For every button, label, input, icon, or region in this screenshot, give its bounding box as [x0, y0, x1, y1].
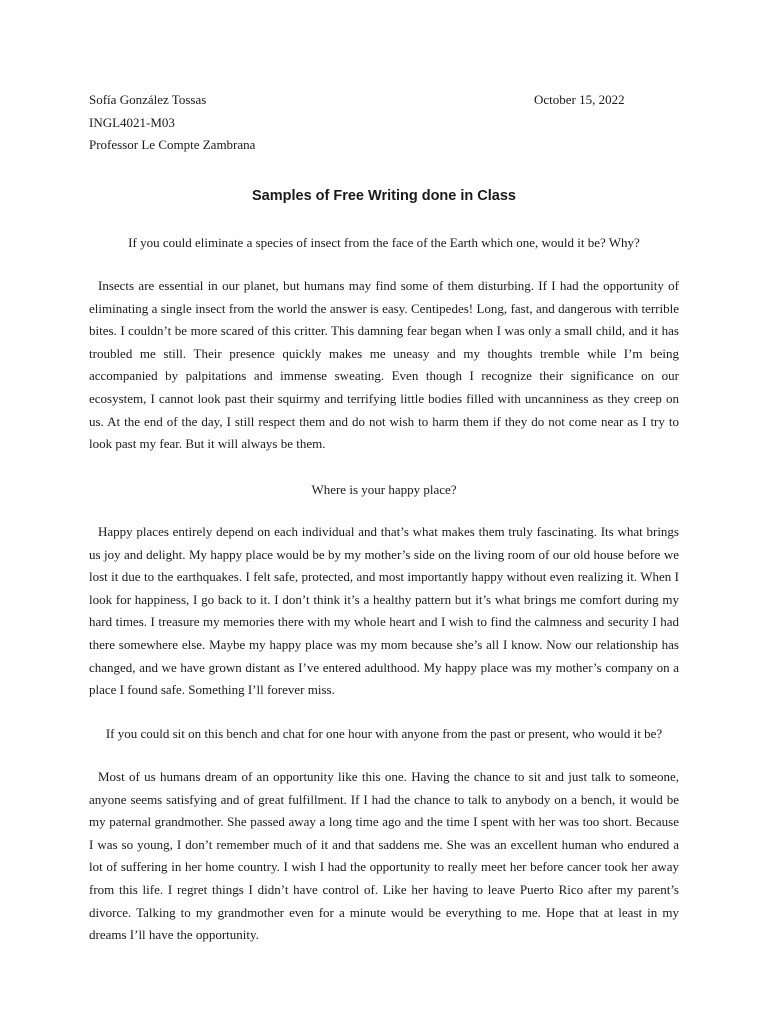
answer-3: Most of us humans dream of an opportunity like this one. Having the chance to sit and just talk to someone, anyone seems satisfying and of great fulfillment. If I had the chance to talk to anybody on a bench, it would be my paternal grandmother. She passed away a long time ago and the time I spent with her was too short. Because I was so young, I don’t remember much of it and that saddens me. She was an excellent human who endured a lot of suffering in her home country. I wish I had the opportunity to really meet her before cancer took her away from this life. I regret things I didn’t have control of. Like her having to leave Puerto Rico after my parent’s divorce. Talking to my grandmother even for a minute would be everything to me. Hope that at least in my dreams I’ll have the opportunity.	[89, 769, 679, 943]
document-date: October 15, 2022	[534, 92, 625, 107]
document-title: Samples of Free Writing done in Class	[251, 188, 516, 204]
course-code: INGL4021-M03	[89, 115, 175, 130]
professor-name: Professor Le Compte Zambrana	[89, 137, 256, 152]
question-2: Where is your happy place?	[311, 482, 457, 497]
question-1: If you could eliminate a species of insect from the face of the Earth which one, would it be? Why?	[128, 235, 640, 250]
question-3: If you could sit on this bench and chat for one hour with anyone from the past or present, who would it be?	[105, 726, 663, 741]
author-name: Sofía González Tossas	[89, 92, 207, 107]
answer-2: Happy places entirely depend on each individual and that’s what makes them truly fascinating. Its what brings us joy and delight. My happy place would be by my mother’s side on the living room of our old house before we lost it due to the earthquakes. I felt safe, protected, and most importantly happy without even realizing it. When I look for happiness, I go back to it. I don’t think it’s a healthy pattern but it’s what brings me comfort during my hard times. I treasure my memories there with my whole heart and I wish to find the calmness and security I had there somewhere else. Maybe my happy place was my mom because she’s all I know. Now our relationship has changed, and we have grown distant as I’ve entered adulthood. My happy place was my mother’s company on a place I found safe. Something I’ll forever miss.	[89, 524, 679, 698]
answer-1: Insects are essential in our planet, but humans may find some of them disturbing. If I had the opportunity of eliminating a single insect from the world the answer is easy. Centipedes! Long, fast, and dangerous with terrible bites. I couldn’t be more scared of this critter. This damning fear began when I was only a small child, and it has troubled me still. Their presence quickly makes me uneasy and my thoughts tremble while I’m being accompanied by palpitations and immense sweating. Even though I recognize their significance on our ecosystem, I cannot look past their squirmy and terrifying little bodies filled with uncanniness as they creep on us. At the end of the day, I still respect them and do not wish to harm them if they do not come near as I try to look past my fear. But it will always be them.	[89, 278, 679, 452]
